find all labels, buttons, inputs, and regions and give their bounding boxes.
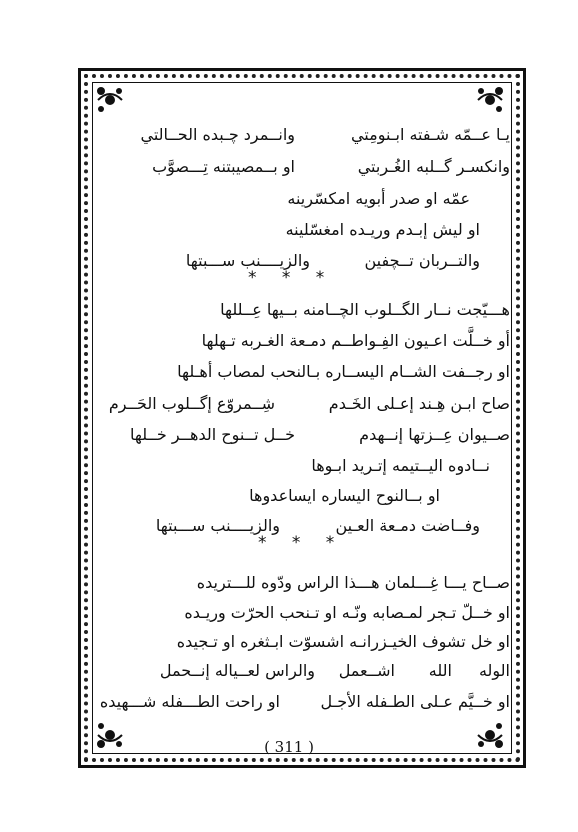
verse-hemistich-right: يـا عــمّه شـفته ابـنومِتي (350, 125, 510, 144)
verse-word: اشــعمل (338, 661, 395, 680)
verse-line-4: او ليش إبـدم وريـده امغسّلينه (285, 220, 480, 239)
verse-hemistich-left: وانــمرد چـبده الحــالتي (140, 125, 295, 144)
verse-hemistich-right: وفــاضت دمـعة العـين (335, 516, 480, 535)
verse-hemistich-right: والتــربان تــچفين (364, 251, 480, 270)
section-separator: * * * (258, 533, 345, 553)
verse-hemistich-left: خــل تــنوح الدهــر خــلها (129, 425, 295, 444)
verse-line-10 (100, 422, 510, 448)
section-separator: * * * (248, 268, 335, 288)
verse-line-12: او بــالنوح اليساره ايساعدوها (249, 486, 440, 505)
verse-line-16: او خل تشوف الخيـزرانـه اشسوّت ابـثغره او تـجيده (176, 632, 510, 651)
verse-line-3: عمّه او صدر أبويه امكسّرينه (287, 189, 470, 208)
verse-hemistich-left: او راحت الطـــفله شـــهيده (99, 692, 280, 711)
verse-word: الوله (478, 661, 510, 680)
verse-line-1 (100, 122, 510, 148)
verse-line-11: نــادوه اليــتيمه إتـريد ابـوها (311, 456, 490, 475)
verse-hemistich-left: والراس لعــياله إنــحمل (159, 661, 315, 680)
verse-line-17 (100, 658, 510, 684)
top-right-ornament-icon (475, 85, 505, 115)
verse-line-8: او رجــفت الشــام اليســاره بـالنحب لمصاب أهـلها (177, 362, 510, 381)
verse-line-7: أو خــلَّت اعـيون الفِـواطــم دمـعة الغـربه تـهلها (201, 331, 510, 350)
verse-hemistich-left: او بــمصيبتنه تِـــصوَّب (152, 157, 295, 176)
verse-hemistich-right: وانكسـر گــلبه الغُـربتي (357, 157, 510, 176)
verse-hemistich-right: او خــيَّم عـلى الطـفله الأجـل (320, 692, 510, 711)
verse-line-14: صــاح يـــا غِـــلمان هـــذا الراس ودّوه للـــتريده (196, 573, 510, 592)
page-number: ( 311 ) (264, 738, 314, 756)
verse-line-2 (100, 154, 510, 180)
verse-line-15: او خــلّ تـجر لمـصابه ونّـه او تـنحب الحرّت وريـده (184, 603, 510, 622)
verse-hemistich-left: والزيــــنب ســـبتها (155, 516, 280, 535)
verse-line-6: هـــيّجت نــار الگــلوب الچــامنه بــيها عِــللها (220, 300, 510, 319)
verse-hemistich-right: صاح ابـن هِـند إعـلى الخَـدم (328, 394, 510, 413)
verse-line-18 (100, 689, 510, 715)
top-left-ornament-icon (95, 85, 125, 115)
verse-hemistich-right: صــيوان عِــزتها إنــهدم (359, 425, 510, 444)
verse-word: الله (428, 661, 452, 680)
verse-hemistich-left: والزيــــنب ســـبتها (185, 251, 310, 270)
verse-hemistich-left: شِــمروّع إگــلوب الحَــرم (108, 394, 275, 413)
verse-line-9 (100, 391, 510, 417)
